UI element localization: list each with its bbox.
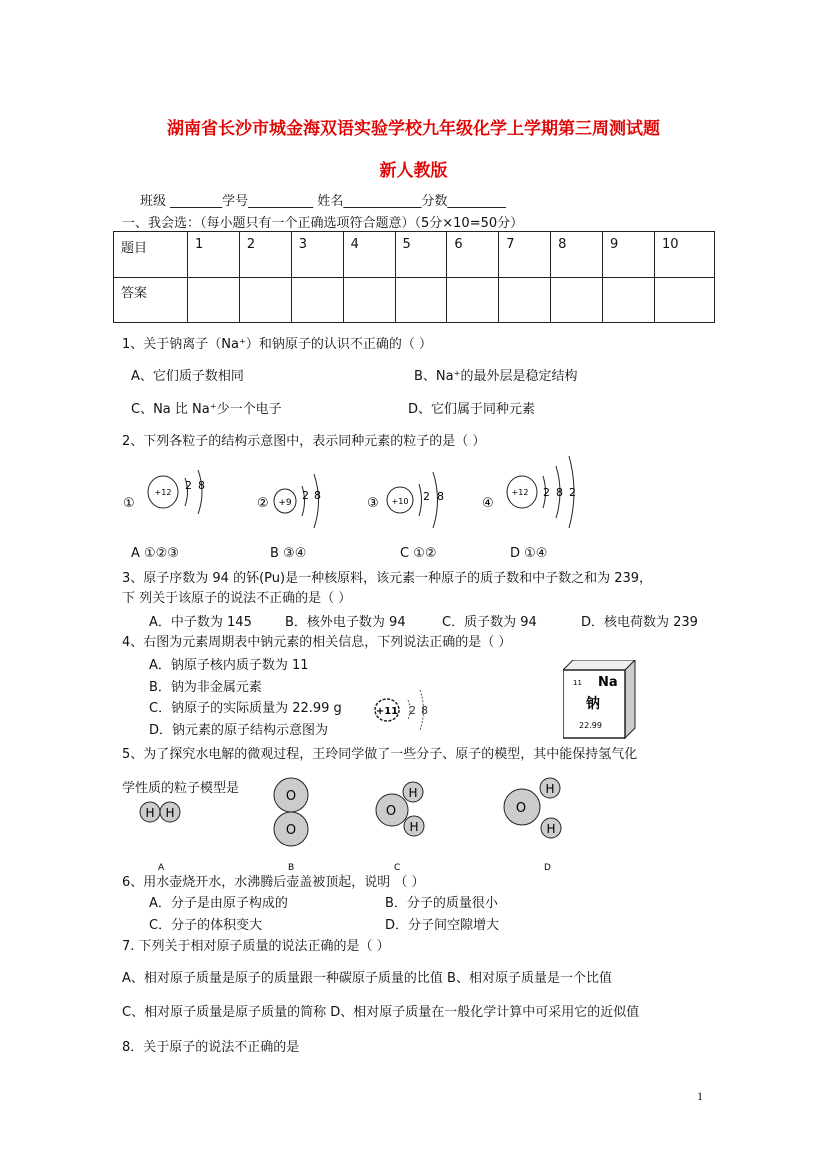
model-c-water [376, 782, 424, 873]
answer-cell[interactable] [551, 278, 603, 323]
name-blank[interactable]: ____________ [343, 194, 422, 209]
sodium-periodic-table-cell [563, 660, 638, 740]
nucleus-charge: +11 [375, 706, 399, 717]
shell-electrons: 2 [543, 486, 550, 499]
atom-label: H [545, 782, 555, 796]
atom-label: H [165, 806, 175, 820]
q4-option-c[interactable]: C．钠原子的实际质量为 22.99 g [149, 701, 342, 716]
q4-sodium-structure-diagram [372, 684, 442, 734]
model-d-water [504, 778, 561, 873]
answer-cell[interactable] [188, 278, 240, 323]
nucleus-charge: +12 [154, 488, 172, 497]
atom-label: H [409, 820, 419, 834]
row-label: 题目 [114, 232, 188, 278]
q1-option-b[interactable]: B、Na⁺的最外层是稳定结构 [414, 369, 578, 384]
q6-option-a[interactable]: A．分子是由原子构成的 [149, 896, 288, 911]
answer-cell[interactable] [603, 278, 655, 323]
atom-label: O [515, 801, 527, 816]
model-label: C [394, 863, 401, 873]
atom-diagram-4 [482, 456, 576, 528]
q3-option-c[interactable]: C．质子数为 94 [442, 615, 537, 630]
q1-option-a[interactable]: A、它们质子数相同 [131, 369, 244, 384]
q2-option-c[interactable]: C ①② [400, 546, 437, 561]
atom-diagram-2 [257, 474, 321, 528]
question-number-row [114, 232, 715, 278]
q7-options-ab[interactable]: A、相对原子质量是原子的质量跟一种碳原子质量的比值 B、相对原子质量是一个比值 [122, 971, 612, 986]
shell-electrons: 2 [302, 489, 309, 502]
q6-option-b[interactable]: B．分子的质量很小 [385, 896, 498, 911]
shell-electrons: 2 [569, 486, 576, 499]
q3-option-b[interactable]: B．核外电子数为 94 [285, 615, 406, 630]
question-number-cell: 9 [603, 232, 655, 278]
model-label: B [288, 863, 295, 873]
q1-option-c[interactable]: C、Na 比 Na⁺少一个电子 [131, 402, 282, 417]
q6-stem: 6、用水壶烧开水，水沸腾后壶盖被顶起，说明 （ ） [122, 875, 425, 890]
question-number-cell: 5 [395, 232, 447, 278]
question-number-cell: 3 [291, 232, 343, 278]
q4-stem: 4、右图为元素周期表中钠元素的相关信息，下列说法正确的是（ ） [122, 635, 512, 650]
answer-cell[interactable] [655, 278, 715, 323]
shell-electrons: 2 [423, 490, 430, 503]
atom-label: O [285, 789, 297, 804]
model-label: A [158, 863, 165, 873]
question-number-cell: 10 [655, 232, 715, 278]
q3-stem-line1: 3、原子序数为 94 的钚(Pu)是一种核原料，该元素一种原子的质子数和中子数之和为 239， [122, 571, 653, 586]
q2-option-a[interactable]: A ①②③ [131, 546, 179, 561]
atom-diagram-1 [123, 470, 205, 514]
answer-row [114, 278, 715, 323]
nucleus-charge: +10 [391, 497, 409, 506]
element-symbol: Na [598, 675, 618, 690]
q7-stem: 7. 下列关于相对原子质量的说法正确的是（ ） [122, 939, 390, 954]
question-number-cell: 6 [447, 232, 499, 278]
shell-electrons: 8 [314, 489, 321, 502]
id-blank[interactable]: __________ [248, 194, 314, 209]
id-label: 学号 [222, 194, 249, 209]
q3-option-d[interactable]: D．核电荷数为 239 [581, 615, 698, 630]
atomic-mass: 22.99 [579, 721, 602, 730]
class-blank[interactable]: ________ [170, 194, 223, 209]
atom-label: H [408, 786, 418, 800]
model-a-h2 [140, 802, 180, 873]
q4-option-d[interactable]: D．钠元素的原子结构示意图为 [149, 723, 329, 738]
answer-cell[interactable] [343, 278, 395, 323]
row-label: 答案 [114, 278, 188, 323]
score-label: 分数 [421, 194, 448, 209]
q3-stem-line2: 下 列关于该原子的说法不正确的是（ ） [122, 591, 352, 606]
answer-cell[interactable] [447, 278, 499, 323]
info-line [140, 190, 506, 209]
diagram-mark: ② [257, 496, 269, 511]
answer-cell[interactable] [499, 278, 551, 323]
answer-cell[interactable] [395, 278, 447, 323]
question-number-cell: 1 [188, 232, 240, 278]
q3-option-a[interactable]: A．中子数为 145 [149, 615, 252, 630]
q6-option-c[interactable]: C．分子的体积变大 [149, 918, 263, 933]
question-number-cell: 2 [239, 232, 291, 278]
shell-electrons: 8 [421, 704, 428, 717]
shell-electrons: 2 [409, 704, 416, 717]
question-number-cell: 8 [551, 232, 603, 278]
diagram-mark: ④ [482, 496, 494, 511]
section-heading: 一、我会选：（每小题只有一个正确选项符合题意）（5分×10=50分） [122, 216, 524, 231]
q5-molecule-models [130, 770, 580, 874]
shell-electrons: 2 [185, 479, 192, 492]
shell-electrons: 8 [198, 479, 205, 492]
shell-electrons: 8 [437, 490, 444, 503]
atom-label: O [385, 804, 397, 819]
page-number: 1 [697, 1089, 703, 1103]
answer-table [113, 231, 715, 323]
class-label: 班级 [140, 194, 167, 209]
question-number-cell: 4 [343, 232, 395, 278]
q7-options-cd[interactable]: C、相对原子质量是原子质量的简称 D、相对原子质量在一般化学计算中可采用它的近似值 [122, 1005, 640, 1020]
q4-option-b[interactable]: B．钠为非金属元素 [149, 680, 262, 695]
nucleus-charge: +12 [511, 488, 529, 497]
atom-diagram-3 [367, 472, 444, 528]
diagram-mark: ③ [367, 496, 379, 511]
q2-stem: 2、下列各粒子的结构示意图中，表示同种元素的粒子的是（ ） [122, 434, 486, 449]
name-label: 姓名 [317, 194, 344, 209]
nucleus-charge: +9 [278, 498, 292, 508]
q2-structure-diagrams [115, 450, 595, 545]
shell-electrons: 8 [556, 486, 563, 499]
q5-stem-line1: 5、为了探究水电解的微观过程，王玲同学做了一些分子、原子的模型，其中能保持氢气化 [122, 747, 638, 762]
q8-stem: 8．关于原子的说法不正确的是 [122, 1040, 300, 1055]
q2-option-d[interactable]: D ①④ [510, 546, 548, 561]
question-number-cell: 7 [499, 232, 551, 278]
diagram-mark: ① [123, 496, 135, 511]
model-b-o2 [274, 778, 308, 873]
answer-cell[interactable] [291, 278, 343, 323]
q1-option-d[interactable]: D、它们属于同种元素 [408, 402, 536, 417]
answer-cell[interactable] [239, 278, 291, 323]
model-label: D [544, 863, 551, 873]
document-title: 湖南省长沙市城金海双语实验学校九年级化学上学期第三周测试题 [167, 119, 660, 139]
q6-option-d[interactable]: D．分子间空隙增大 [385, 918, 500, 933]
atom-label: H [145, 806, 155, 820]
document-subtitle: 新人教版 [379, 161, 448, 181]
q1-stem: 1、关于钠离子（Na⁺）和钠原子的认识不正确的（ ） [122, 337, 432, 352]
q2-option-b[interactable]: B ③④ [270, 546, 307, 561]
atom-label: O [285, 823, 297, 838]
atom-label: H [546, 822, 556, 836]
atomic-number: 11 [573, 679, 582, 687]
element-name: 钠 [586, 696, 600, 712]
q4-option-a[interactable]: A．钠原子核内质子数为 11 [149, 658, 309, 673]
score-blank[interactable]: _________ [447, 194, 506, 209]
q5-stem-line2: 学性质的粒子模型是 [122, 781, 240, 796]
